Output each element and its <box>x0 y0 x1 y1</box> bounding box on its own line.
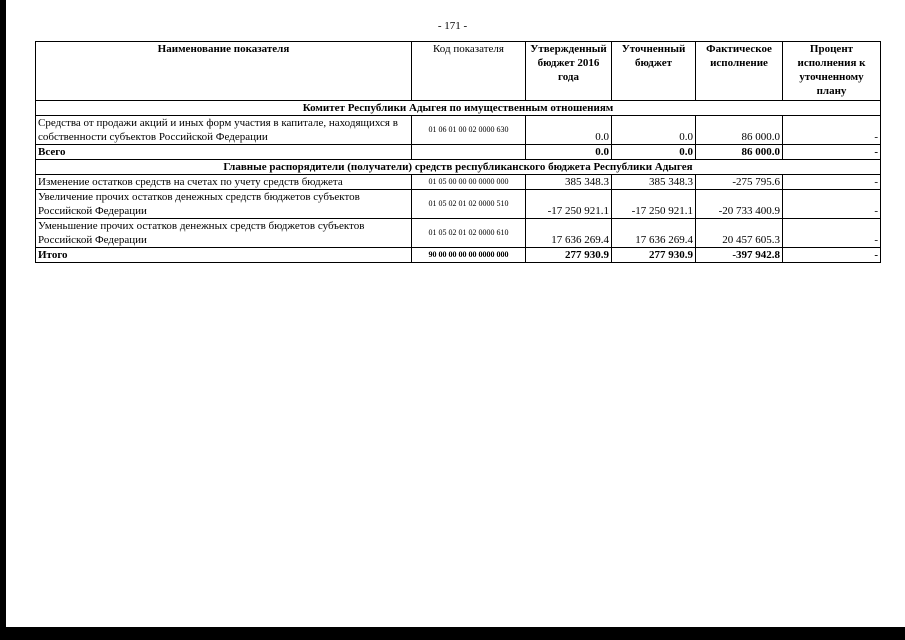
row-actual: -20 733 400.9 <box>696 190 783 219</box>
col-header-code: Код показателя <box>412 42 526 101</box>
row-clarified: 17 636 269.4 <box>612 219 696 248</box>
section-title-row <box>36 101 881 116</box>
total-percent: - <box>783 248 881 263</box>
grand-total-row <box>36 248 881 263</box>
col-header-approved: Утвержденный бюджет 2016 года <box>526 42 612 101</box>
table-header-row <box>36 42 881 101</box>
col-header-actual: Фактическое исполнение <box>696 42 783 101</box>
table-row <box>36 219 881 248</box>
row-code: 01 05 00 00 00 0000 000 <box>412 175 526 190</box>
total-code <box>412 145 526 160</box>
row-clarified: 0.0 <box>612 116 696 145</box>
row-percent: - <box>783 175 881 190</box>
row-approved: -17 250 921.1 <box>526 190 612 219</box>
row-code: 01 05 02 01 02 0000 610 <box>412 219 526 248</box>
row-approved: 385 348.3 <box>526 175 612 190</box>
row-percent: - <box>783 190 881 219</box>
table-row <box>36 175 881 190</box>
row-name: Изменение остатков средств на счетах по учету средств бюджета <box>36 175 412 190</box>
row-name: Увеличение прочих остатков денежных средств бюджетов субъектов Российской Федерации <box>36 190 412 219</box>
total-percent: - <box>783 145 881 160</box>
total-actual: 86 000.0 <box>696 145 783 160</box>
row-approved: 17 636 269.4 <box>526 219 612 248</box>
total-name: Итого <box>36 248 412 263</box>
scan-edge-left <box>0 0 6 640</box>
total-actual: -397 942.8 <box>696 248 783 263</box>
total-name: Всего <box>36 145 412 160</box>
scan-edge-bottom <box>0 627 905 640</box>
row-name: Уменьшение прочих остатков денежных средств бюджетов субъектов Российской Федерации <box>36 219 412 248</box>
section-title-row <box>36 160 881 175</box>
row-actual: -275 795.6 <box>696 175 783 190</box>
total-row <box>36 145 881 160</box>
row-actual: 20 457 605.3 <box>696 219 783 248</box>
row-code: 01 06 01 00 02 0000 630 <box>412 116 526 145</box>
total-clarified: 0.0 <box>612 145 696 160</box>
total-approved: 0.0 <box>526 145 612 160</box>
col-header-name: Наименование показателя <box>36 42 412 101</box>
total-clarified: 277 930.9 <box>612 248 696 263</box>
total-code: 90 00 00 00 00 0000 000 <box>412 248 526 263</box>
row-clarified: 385 348.3 <box>612 175 696 190</box>
table-row <box>36 116 881 145</box>
row-name: Средства от продажи акций и иных форм участия в капитале, находящихся в собственности субъектов Российской Федерации <box>36 116 412 145</box>
row-code: 01 05 02 01 02 0000 510 <box>412 190 526 219</box>
row-actual: 86 000.0 <box>696 116 783 145</box>
page-number: - 171 - <box>437 20 468 32</box>
section-title: Комитет Республики Адыгея по имущественным отношениям <box>36 101 881 116</box>
table-row <box>36 190 881 219</box>
row-percent: - <box>783 116 881 145</box>
col-header-clarified: Уточненный бюджет <box>612 42 696 101</box>
row-approved: 0.0 <box>526 116 612 145</box>
budget-table <box>35 41 881 263</box>
row-clarified: -17 250 921.1 <box>612 190 696 219</box>
total-approved: 277 930.9 <box>526 248 612 263</box>
section-title: Главные распорядители (получатели) средств республиканского бюджета Республики Адыгея <box>36 160 881 175</box>
col-header-percent: Процент исполнения к уточненному плану <box>783 42 881 101</box>
row-percent: - <box>783 219 881 248</box>
